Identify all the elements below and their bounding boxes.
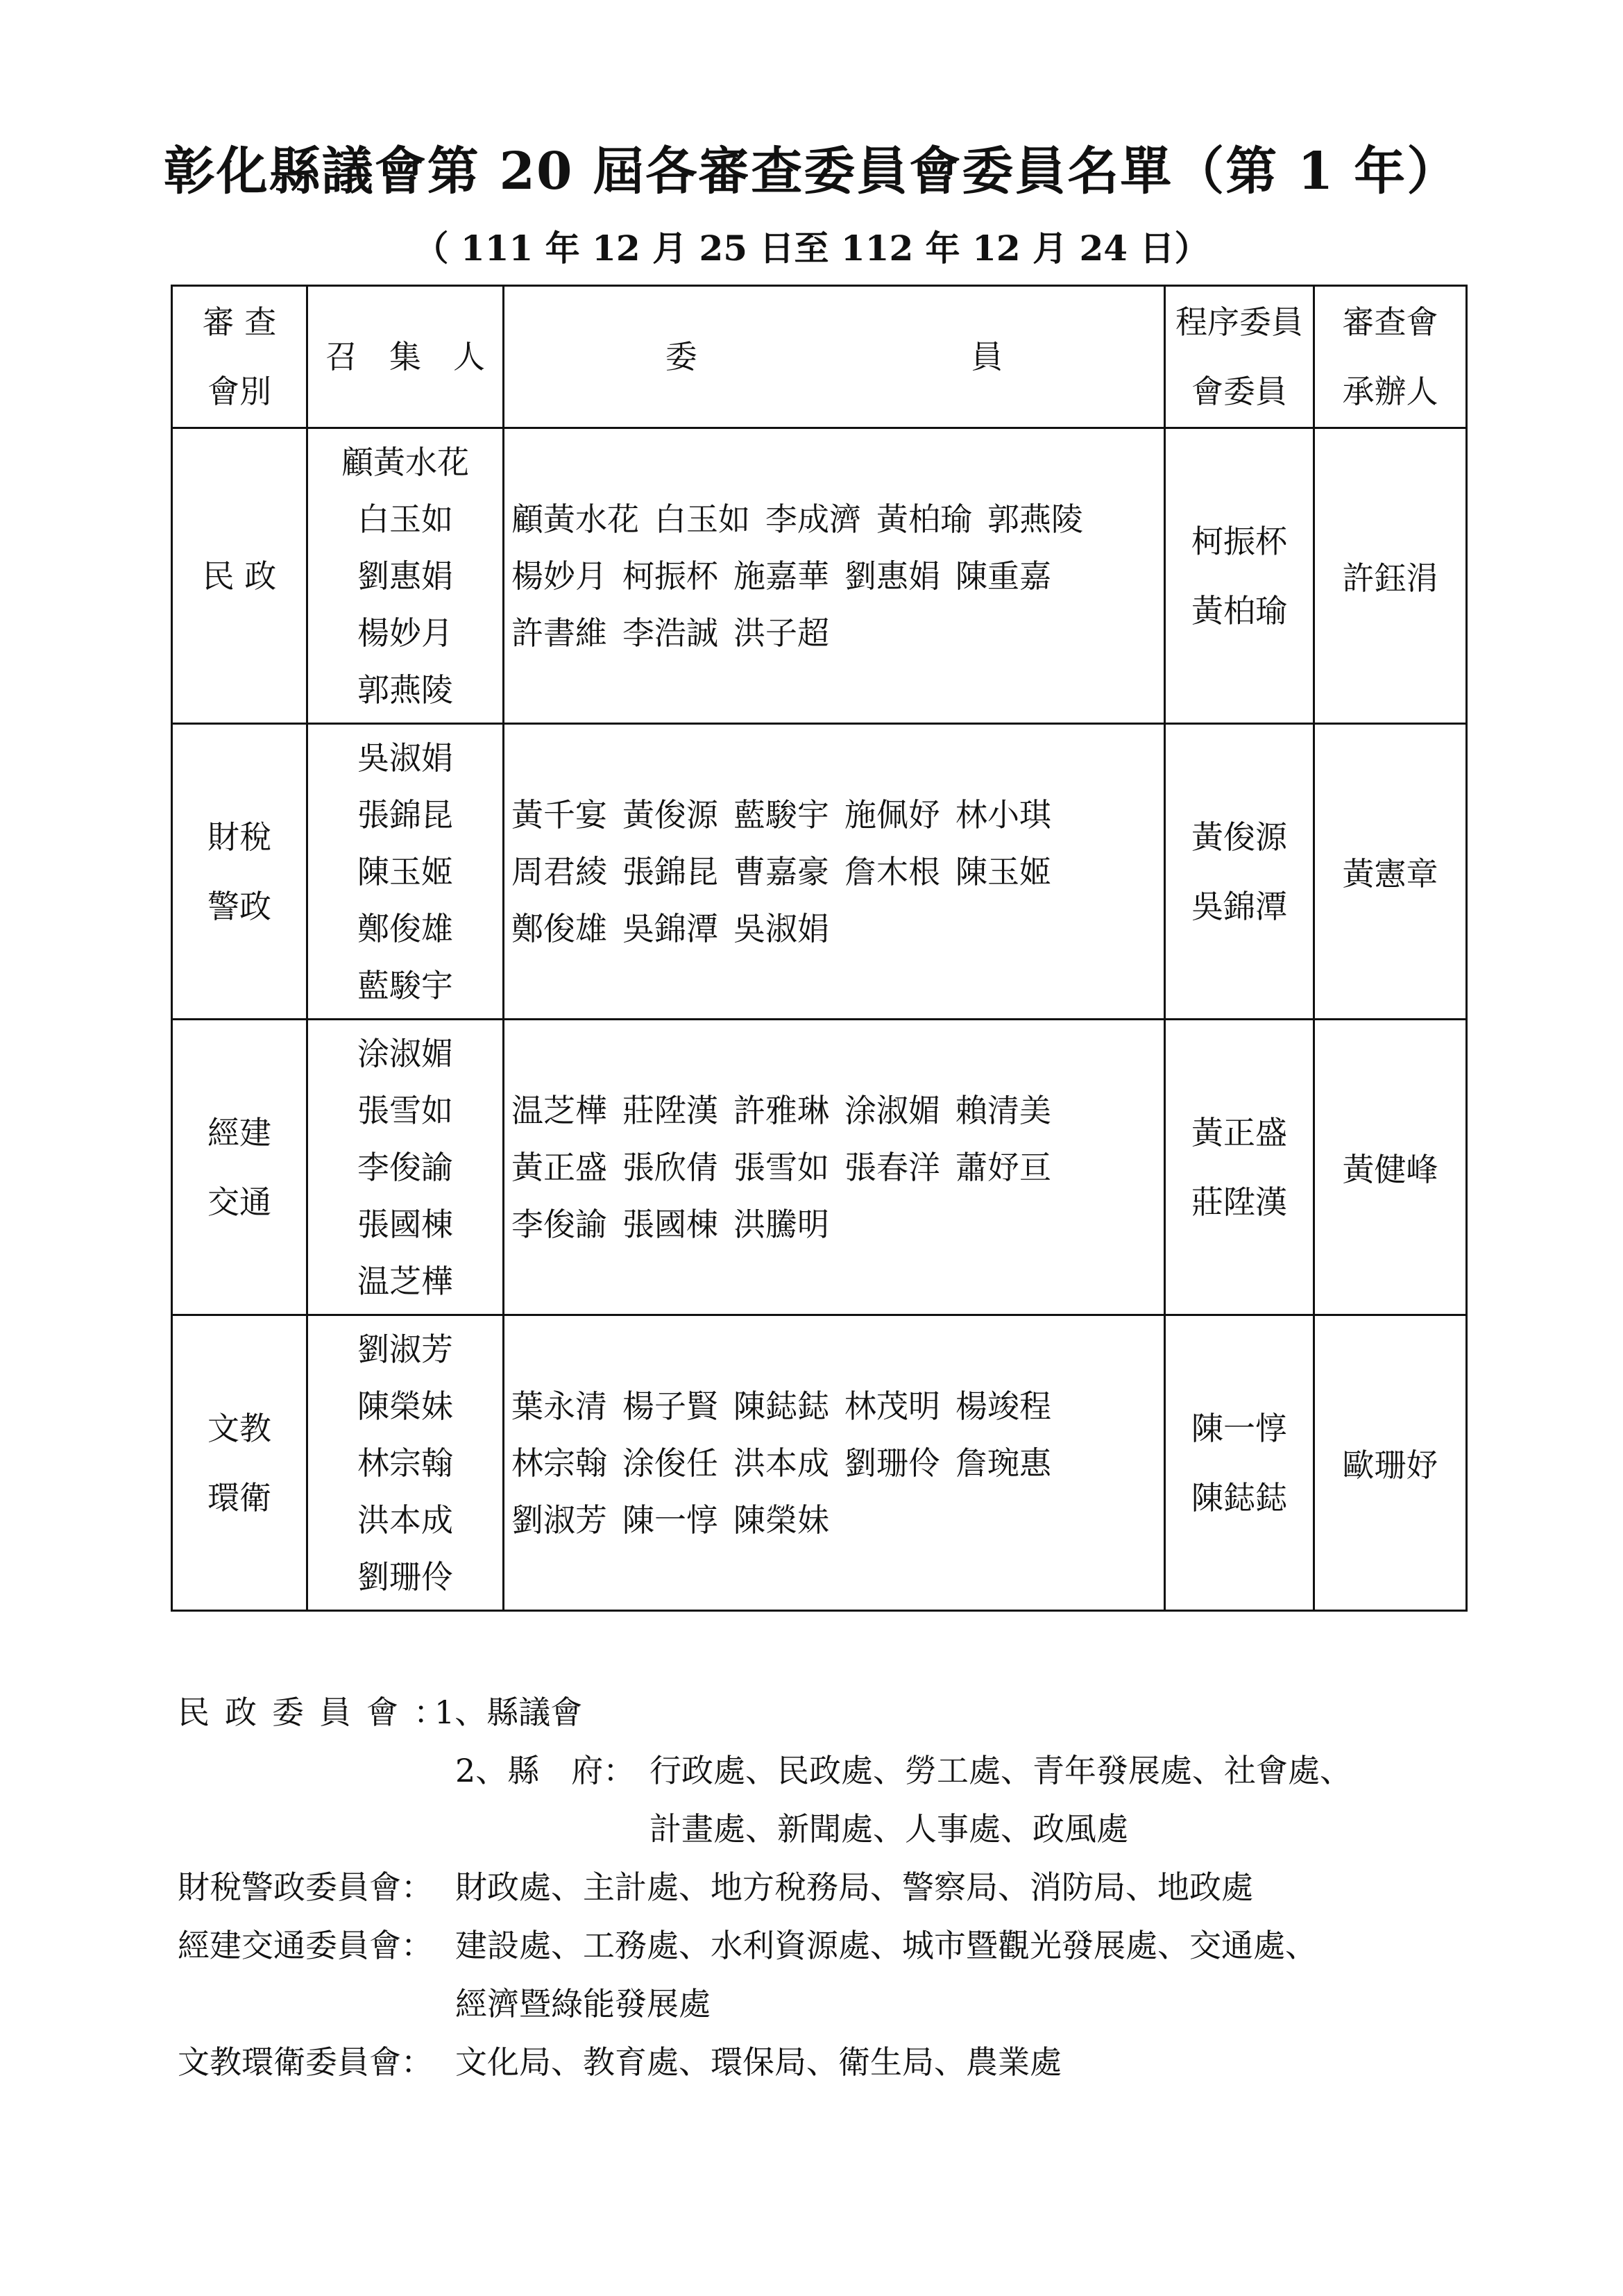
member-name: 張春洋 — [844, 1148, 940, 1186]
committee-row — [172, 428, 1467, 724]
procedure-member-name: 吳錦潭 — [1191, 887, 1287, 925]
convener-name: 劉珊伶 — [357, 1558, 453, 1596]
table-header-row — [172, 286, 1467, 428]
note-civil-2a: 行政處、民政處、勞工處、青年發展處、社會處、 — [649, 1752, 1352, 1789]
convener-name: 吳淑娟 — [357, 738, 453, 777]
procedure-member-name: 黃正盛 — [1191, 1113, 1287, 1151]
procedure-member-name: 陳鋕鋕 — [1191, 1478, 1287, 1517]
member-name: 陳鋕鋕 — [733, 1387, 829, 1425]
note-civil-1: 1、縣議會 — [434, 1694, 583, 1731]
note-econ-label: 經建交通委員會： — [178, 1927, 433, 1964]
convener-name: 張錦昆 — [357, 795, 453, 834]
staff-name: 黃憲章 — [1342, 854, 1438, 893]
member-name: 涂淑媚 — [844, 1091, 940, 1129]
convener-name: 張國棟 — [357, 1205, 453, 1243]
staff-cell — [1314, 1020, 1467, 1315]
member-name: 温芝樺 — [511, 1091, 607, 1129]
committee-name-cell — [172, 1020, 307, 1315]
members-line — [511, 548, 1164, 605]
note-finance-text: 財政處、主計處、地方稅務局、警察局、消防局、地政處 — [455, 1868, 1253, 1906]
member-name: 吳錦潭 — [622, 909, 718, 947]
convener-name: 楊妙月 — [357, 614, 453, 652]
convener-name: 林宗翰 — [357, 1444, 453, 1482]
convener-name: 温芝樺 — [357, 1262, 453, 1300]
committee-row — [172, 1315, 1467, 1611]
note-civil-label: 民政委員會： — [178, 1694, 461, 1731]
members-line — [511, 491, 1164, 548]
member-name: 陳玉姬 — [955, 852, 1051, 890]
members-line — [511, 1196, 1164, 1253]
members-cell — [504, 1315, 1165, 1611]
member-name: 莊陞漢 — [622, 1091, 718, 1129]
member-name: 楊子賢 — [622, 1387, 718, 1425]
member-name: 黃俊源 — [622, 795, 718, 834]
convener-name: 白玉如 — [357, 500, 453, 538]
convener-name: 郭燕陵 — [357, 670, 453, 709]
procedure-member-name: 莊陞漢 — [1191, 1183, 1287, 1221]
committee-name-cell — [172, 724, 307, 1020]
member-name: 劉淑芳 — [511, 1501, 607, 1539]
convener-name: 陳榮妹 — [357, 1387, 453, 1425]
convener-name: 涂淑媚 — [357, 1034, 453, 1072]
procedure-member-cell — [1165, 724, 1314, 1020]
member-name: 張欣倩 — [622, 1148, 718, 1186]
committee-name: 財稅 — [207, 818, 271, 856]
committee-name: 經建 — [207, 1113, 271, 1151]
note-civil-2-label: 2、縣 府： — [455, 1752, 636, 1789]
committee-name-cell — [172, 1315, 307, 1611]
note-edu-text: 文化局、教育處、環保局、衛生局、農業處 — [455, 2043, 1062, 2081]
convener-name: 洪本成 — [357, 1501, 453, 1539]
member-name: 洪子超 — [733, 614, 829, 652]
member-name: 郭燕陵 — [987, 500, 1083, 538]
members-line — [511, 1139, 1164, 1196]
member-name: 吳淑娟 — [733, 909, 829, 947]
convener-name: 李俊諭 — [357, 1148, 453, 1186]
members-line — [511, 1492, 1164, 1548]
committee-name: 文教 — [207, 1409, 271, 1447]
staff-name: 許鈺涓 — [1342, 559, 1438, 597]
committee-name: 民 政 — [202, 557, 277, 595]
member-name: 林小琪 — [955, 795, 1051, 834]
member-name: 張國棟 — [622, 1205, 718, 1243]
members-line — [511, 1378, 1164, 1435]
member-name: 洪騰明 — [733, 1205, 829, 1243]
member-name: 詹琬惠 — [955, 1444, 1051, 1482]
note-econ-text-b: 經濟暨綠能發展處 — [455, 1985, 711, 2023]
member-name: 葉永清 — [511, 1387, 607, 1425]
staff-cell — [1314, 1315, 1467, 1611]
convener-name: 劉淑芳 — [357, 1330, 453, 1368]
convener-cell — [307, 724, 504, 1020]
member-name: 李成濟 — [765, 500, 861, 538]
convener-name: 藍駿宇 — [357, 966, 453, 1004]
member-name: 林宗翰 — [511, 1444, 607, 1482]
header-staff: 審查會 承辦人 — [1314, 286, 1467, 428]
member-name: 陳重嘉 — [955, 557, 1051, 595]
member-name: 蕭妤亘 — [955, 1148, 1051, 1186]
member-name: 陳榮妹 — [733, 1501, 829, 1539]
member-name: 楊妙月 — [511, 557, 607, 595]
member-name: 劉惠娟 — [844, 557, 940, 595]
member-name: 李俊諭 — [511, 1205, 607, 1243]
members-line — [511, 1082, 1164, 1139]
member-name: 詹木根 — [844, 852, 940, 890]
members-cell — [504, 428, 1165, 724]
member-name: 許雅琳 — [733, 1091, 829, 1129]
member-name: 李浩誠 — [622, 614, 718, 652]
note-econ-text-a: 建設處、工務處、水利資源處、城市暨觀光發展處、交通處、 — [455, 1927, 1317, 1964]
committee-row — [172, 1020, 1467, 1315]
members-cell — [504, 1020, 1165, 1315]
member-name: 許書維 — [511, 614, 607, 652]
header-procedure: 程序委員 會委員 — [1165, 286, 1314, 428]
header-convener: 召 集 人 — [307, 286, 504, 428]
member-name: 陳一惇 — [622, 1501, 718, 1539]
convener-cell — [307, 1020, 504, 1315]
member-name: 施佩妤 — [844, 795, 940, 834]
procedure-member-cell — [1165, 428, 1314, 724]
member-name: 黃正盛 — [511, 1148, 607, 1186]
member-name: 張雪如 — [733, 1148, 829, 1186]
convener-name: 張雪如 — [357, 1091, 453, 1129]
staff-cell — [1314, 724, 1467, 1020]
member-name: 藍駿宇 — [733, 795, 829, 834]
convener-name: 鄭俊雄 — [357, 909, 453, 947]
member-name: 顧黃水花 — [511, 500, 639, 538]
member-name: 劉珊伶 — [844, 1444, 940, 1482]
procedure-member-cell — [1165, 1315, 1314, 1611]
convener-name: 陳玉姬 — [357, 852, 453, 890]
staff-cell — [1314, 428, 1467, 724]
staff-name: 歐珊妤 — [1342, 1446, 1438, 1484]
member-name: 鄭俊雄 — [511, 909, 607, 947]
note-civil-2b: 計畫處、新聞處、人事處、政風處 — [649, 1810, 1128, 1848]
staff-name: 黃健峰 — [1342, 1150, 1438, 1188]
members-line — [511, 786, 1164, 843]
member-name: 賴清美 — [955, 1091, 1051, 1129]
convener-name: 顧黃水花 — [341, 443, 469, 481]
members-line — [511, 1435, 1164, 1492]
note-finance-label: 財稅警政委員會： — [178, 1868, 433, 1906]
member-name: 周君綾 — [511, 852, 607, 890]
header-members: 委 員 — [504, 286, 1165, 428]
member-name: 洪本成 — [733, 1444, 829, 1482]
page-title: 彰化縣議會第 20 屆各審查委員會委員名單（第 1 年） — [163, 142, 1460, 201]
header-category: 審 查 會別 — [172, 286, 307, 428]
procedure-member-name: 柯振杯 — [1191, 522, 1287, 560]
committee-table — [171, 285, 1468, 1612]
procedure-member-name: 黃柏瑜 — [1191, 591, 1287, 630]
member-name: 涂俊任 — [622, 1444, 718, 1482]
members-cell — [504, 724, 1165, 1020]
member-name: 林茂明 — [844, 1387, 940, 1425]
member-name: 曹嘉豪 — [733, 852, 829, 890]
committee-name-cell — [172, 428, 307, 724]
member-name: 黃柏瑜 — [876, 500, 972, 538]
members-line — [511, 900, 1164, 957]
note-edu-label: 文教環衛委員會： — [178, 2043, 433, 2081]
committee-name: 警政 — [207, 887, 271, 925]
member-name: 白玉如 — [654, 500, 750, 538]
member-name: 施嘉華 — [733, 557, 829, 595]
member-name: 黃千宴 — [511, 795, 607, 834]
procedure-member-name: 陳一惇 — [1191, 1409, 1287, 1447]
committee-name: 交通 — [207, 1183, 271, 1221]
procedure-member-name: 黃俊源 — [1191, 818, 1287, 856]
convener-name: 劉惠娟 — [357, 557, 453, 595]
convener-cell — [307, 428, 504, 724]
committee-row — [172, 724, 1467, 1020]
convener-cell — [307, 1315, 504, 1611]
members-line — [511, 843, 1164, 900]
members-line — [511, 605, 1164, 661]
procedure-member-cell — [1165, 1020, 1314, 1315]
date-range-subtitle: （ 111 年 12 月 25 日至 112 年 12 月 24 日） — [414, 228, 1209, 269]
member-name: 楊竣程 — [955, 1387, 1051, 1425]
member-name: 柯振杯 — [622, 557, 718, 595]
member-name: 張錦昆 — [622, 852, 718, 890]
committee-name: 環衛 — [207, 1478, 271, 1517]
